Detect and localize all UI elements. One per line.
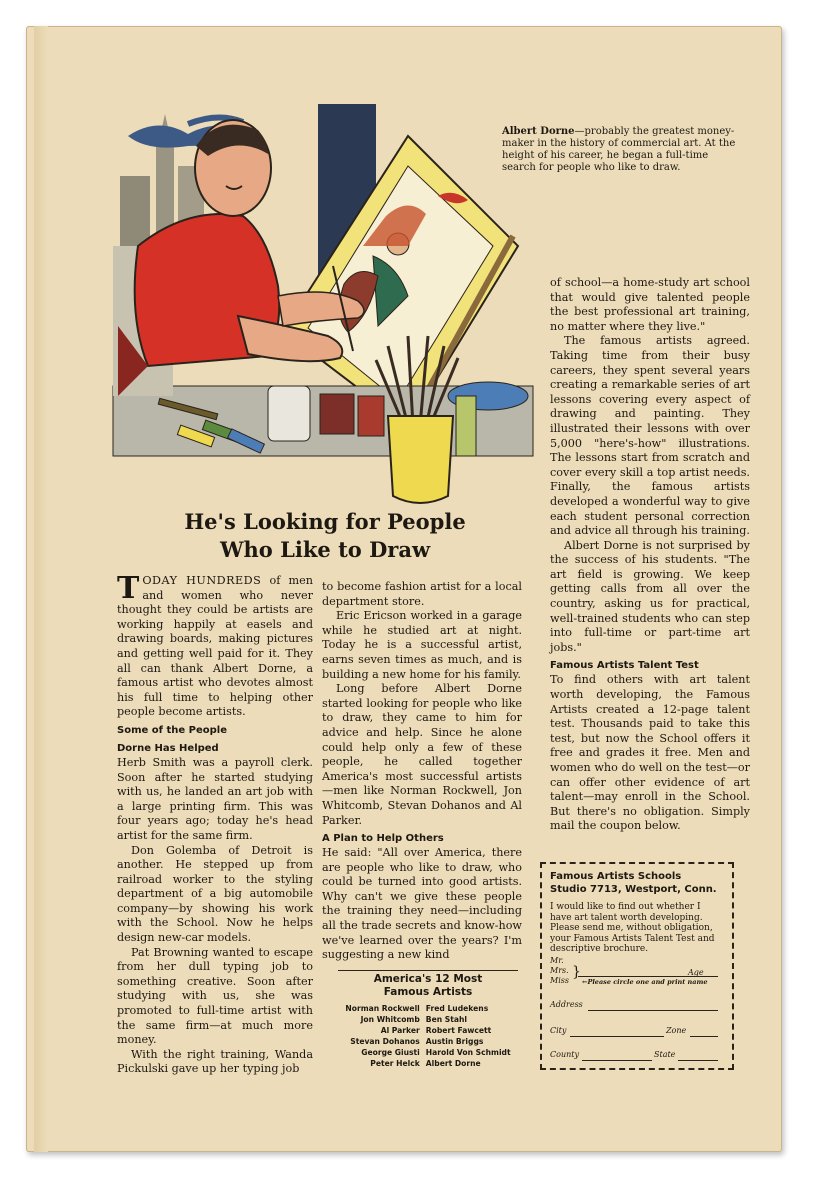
artist-name: Peter Helck — [370, 1059, 420, 1068]
artist-name: Fred Ludekens — [425, 1004, 489, 1013]
caption-text: —probably the greatest money-maker in the history of commercial art. At the height of his career, he began a full-time search for people who like to draw. — [502, 126, 736, 173]
intro-text: of men and women who never thought they could be artists are working happily at easels and drawing boards, making pictures and getting well paid for it. They all can thank Albert Dorne, a famous artist who devotes almost his full time to helping other people become artists. — [117, 574, 313, 719]
coupon-request-text: I would like to find out whether I have art talent worth developing. Please send me, without obligation, your Famous Artists Talent Test and descriptive brochure. — [550, 902, 715, 954]
coupon-mrs-label: Mrs. — [550, 966, 569, 975]
coupon-name-field[interactable] — [578, 976, 718, 977]
paragraph-pat-browning: Pat Browning wanted to escape from her dull typing job to something creative. Soon after studying with us, she was promoted to full-time artist with the same firm—at much more money. — [117, 945, 313, 1047]
coupon-school-name: Famous Artists Schools — [550, 871, 682, 882]
artist-row — [342, 1047, 513, 1058]
subheading-plan: A Plan to Help Others — [322, 833, 444, 845]
mail-coupon[interactable] — [540, 862, 734, 1070]
artist-name: Harold Von Schmidt — [425, 1048, 511, 1057]
paragraph-find-others: To find others with art talent worth developing, the Famous Artists created a 12-page talent test. Thousands paid to take this test, but now the School offers it free and grades it free. Men and women who do well on the test—or can offer other evidence of art talent—may enroll in the School. But there's no obligation. Simply mail the coupon below. — [550, 673, 750, 833]
artist-row — [342, 1014, 513, 1025]
artist-name: Austin Briggs — [425, 1037, 484, 1046]
artist-name: Al Parker — [380, 1026, 420, 1035]
coupon-state-label: State — [654, 1050, 676, 1059]
coupon-name-hint: ←Please circle one and print name — [582, 978, 708, 986]
intro-caps: ODAY HUNDREDS — [142, 574, 262, 587]
famous-artists-list — [318, 970, 538, 1069]
coupon-state-field[interactable] — [678, 1060, 718, 1061]
coupon-city-label: City — [550, 1026, 567, 1035]
caption-name: Albert Dorne — [502, 126, 575, 137]
paragraph-fashion: to become fashion artist for a local department store. — [322, 580, 522, 608]
paragraph-artists-agreed: The famous artists agreed. Taking time from their busy careers, they spent several years creating a remarkable series of art lessons covering every aspect of drawing and painting. They illustrated their lessons with over 5,000 "here's-how" illustrations. The lessons start from scratch and cover every skill a top artist needs. Finally, the famous artists developed a wonderful way to give each student personal correction and advice all through his training. — [550, 334, 750, 538]
headline — [120, 508, 530, 564]
albert-dorne-illustration — [108, 96, 538, 516]
subheading-some-people: Some of the People — [117, 724, 227, 736]
artist-name: Jon Whitcomb — [360, 1015, 420, 1024]
artist-name: Albert Dorne — [425, 1059, 481, 1068]
paragraph-eric-ericson: Eric Ericson worked in a garage while he studied art at night. Today he is a successful artist, earns seven times as much, and is building a new home for his family. — [322, 609, 522, 681]
paragraph-of-school: of school—a home-study art school that would give talented people the best professional art training, no matter where they live." — [550, 276, 750, 333]
coupon-county-field[interactable] — [582, 1060, 652, 1061]
coupon-age-label: Age — [688, 968, 704, 977]
paragraph-he-said: He said: "All over America, there are people who like to draw, who could be turned into good artists. Why can't we give these people the training they need—including all the trade secrets and know-how we've learned over the years? I'm suggesting a new kind — [322, 846, 522, 962]
brace-icon: } — [572, 964, 581, 980]
artists-table — [342, 1003, 513, 1069]
artist-name: George Giusti — [361, 1048, 420, 1057]
subheading-dorne-helped: Dorne Has Helped — [117, 742, 219, 754]
paragraph-don-golemba: Don Golemba of Detroit is another. He stepped up from railroad worker to the styling department of a big automobile company—by showing his work with the School. Now he helps design new-car models. — [117, 843, 313, 945]
coupon-address-label: Address — [550, 1000, 583, 1009]
artist-name: Robert Fawcett — [425, 1026, 492, 1035]
paragraph-not-surprised: Albert Dorne is not surprised by the success of his students. "The art field is growing. We keep getting calls from all over the country, asking us for practical, well-trained students who can step into full-time or part-time art jobs." — [550, 538, 750, 654]
headline-line-2: Who Like to Draw — [219, 537, 431, 562]
drop-cap: T — [117, 571, 140, 606]
coupon-studio-address: Studio 7713, Westport, Conn. — [550, 884, 717, 895]
paragraph-long-before: Long before Albert Dorne started looking for people who like to draw, they came to him for advice and help. Since he alone could help only a few of these people, he called together America's most successful artists —men like Norman Rockwell, Jon Whitcomb, Stevan Dohanos and Al Parker. — [322, 682, 522, 827]
artist-row — [342, 1036, 513, 1047]
artist-row — [342, 1058, 513, 1069]
article-column-3 — [550, 276, 750, 834]
artist-name: Norman Rockwell — [345, 1004, 420, 1013]
coupon-hint-text: Please circle one and print name — [587, 978, 708, 986]
divider — [338, 970, 518, 971]
paragraph-wanda: With the right training, Wanda Pickulski gave up her typing job — [117, 1047, 313, 1076]
coupon-address-field[interactable] — [588, 1010, 718, 1011]
paragraph-herb-smith: Herb Smith was a payroll clerk. Soon after he started studying with us, he landed an art job with a large printing firm. This was four years ago; today he's head artist for the same firm. — [117, 755, 313, 842]
intro-paragraph — [117, 571, 313, 720]
coupon-miss-label: Miss — [550, 976, 569, 985]
article-column-1 — [117, 571, 313, 1077]
coupon-zone-label: Zone — [666, 1026, 687, 1035]
coupon-county-label: County — [550, 1050, 579, 1059]
illustration-caption — [502, 126, 742, 174]
coupon-city-field[interactable] — [570, 1036, 664, 1037]
artist-name: Stevan Dohanos — [350, 1037, 420, 1046]
artist-row — [342, 1025, 513, 1036]
coupon-zone-field[interactable] — [690, 1036, 718, 1037]
artist-row — [342, 1003, 513, 1014]
coupon-mr-label: Mr. — [550, 956, 564, 965]
artists-title-1: America's 12 Most — [373, 973, 483, 985]
headline-line-1: He's Looking for People — [184, 509, 466, 534]
artists-title-2: Famous Artists — [383, 986, 473, 998]
article-column-2 — [322, 580, 522, 963]
subheading-talent-test: Famous Artists Talent Test — [550, 660, 699, 672]
artist-name: Ben Stahl — [425, 1015, 468, 1024]
